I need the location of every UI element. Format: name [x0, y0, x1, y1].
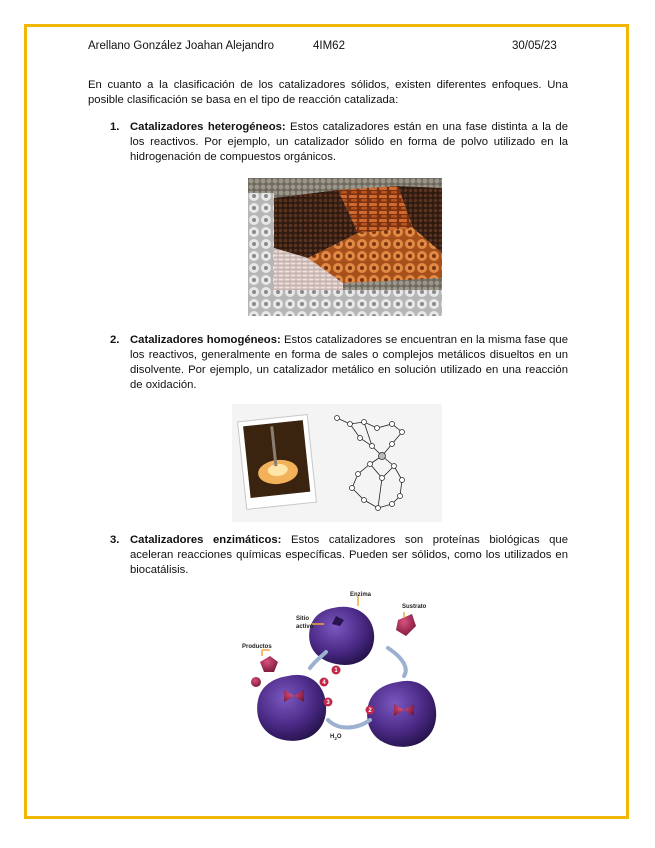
list-number: 2. [110, 334, 120, 346]
enzyme-substrate-complex [367, 681, 436, 747]
list-number: 1. [110, 121, 120, 133]
step-3-label: 3 [326, 700, 330, 707]
document-date: 30/05/23 [512, 40, 557, 52]
label-productos: Productos [242, 644, 272, 650]
step-4-label: 4 [322, 680, 326, 687]
item-text: Estos catalizadores son proteínas biológicas que aceleran reacciones químicas específicas. Pueden ser sólidos, como los utilizados en biocatálisis. [130, 534, 568, 576]
reaction-flask-photo [238, 415, 317, 510]
enzyme-product-complex [257, 675, 326, 741]
list-item-enzymatic [110, 533, 568, 578]
homogeneous-catalysts-figure [232, 404, 442, 522]
list-number: 3. [110, 534, 120, 546]
label-water: $H_2O$ [330, 734, 342, 741]
heterogeneous-catalysts-photo [248, 178, 442, 316]
step-2-label: 2 [368, 708, 372, 715]
group-code: 4IM62 [313, 40, 345, 52]
step-1-label: 1 [334, 668, 338, 675]
label-sustrato: Sustrato [402, 604, 427, 610]
item-text: Estos catalizadores se encuentran en la misma fase que los reactivos, generalmente en forma de sales o complejos metálicos disueltos en un disolvente. Por ejemplo, un catalizador metálico en solución utilizado en una reacción de oxidación. [130, 334, 568, 391]
list-item-heterogeneous [110, 120, 568, 165]
item-title: Catalizadores enzimáticos: [130, 534, 282, 546]
label-activo: activo [296, 624, 314, 630]
step-markers [320, 666, 375, 715]
enzyme-cycle-diagram [238, 590, 438, 765]
substrate-molecule [396, 614, 416, 636]
intro-paragraph: En cuanto a la clasificación de los catalizadores sólidos, existen diferentes enfoques. Una posible clasificación se basa en el tipo de reacción catalizada: [88, 79, 568, 106]
item-text: Estos catalizadores están en una fase distinta a la de los reactivos. Por ejemplo, un catalizador sólido en forma de polvo utilizado en la hidrogenación de compuestos orgánicos. [130, 121, 568, 163]
label-sitio: Sitio [296, 616, 309, 622]
item-title: Catalizadores heterogéneos: [130, 121, 286, 133]
list-item-homogeneous [110, 333, 568, 393]
label-enzima: Enzima [350, 592, 372, 598]
item-title: Catalizadores homogéneos: [130, 334, 281, 346]
author-name: Arellano González Joahan Alejandro [88, 40, 275, 52]
